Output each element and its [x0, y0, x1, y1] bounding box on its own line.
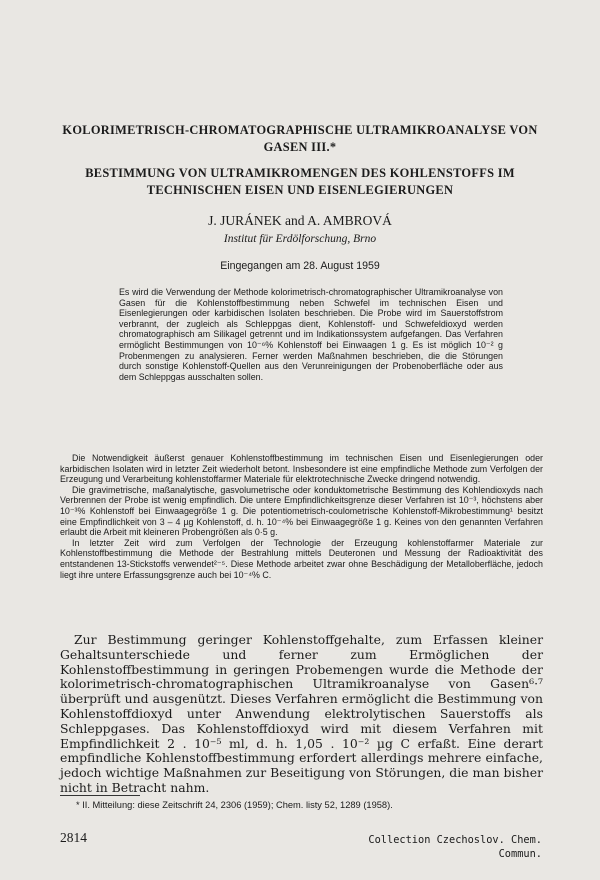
footnote: * II. Mitteilung: diese Zeitschrift 24, 2306 (1959); Chem. listy 52, 1289 (1958). [76, 800, 393, 810]
journal-name: Collection Czechoslov. Chem. Commun. [368, 834, 542, 860]
article-title-sub: BESTIMMUNG VON ULTRAMIKROMENGEN DES KOHLENSTOFFS IM TECHNISCHEN EISEN UND EISENLEGIERUNGEN [85, 166, 515, 197]
article-title-main: KOLORIMETRISCH-CHROMATOGRAPHISCHE ULTRAMIKROANALYSE VON GASEN III.* [62, 123, 538, 154]
authors: J. JURÁNEK and A. AMBROVÁ [208, 213, 392, 228]
introduction [60, 453, 543, 580]
main-text [60, 633, 543, 796]
main-paragraph: Zur Bestimmung geringer Kohlenstoffgehalte, zum Erfassen kleiner Gehaltsunterschiede und ferner zum Ermöglichen der Kohlenstoffbestimmung in geringen Probemengen wurde die Methode der kolorimetrisch-chromatographischen Ultramikroanalyse von Gasen⁶·⁷ überprüft und ausgenützt. Dieses Verfahren ermöglicht die Bestimmung von Kohlenstoffdioxyd unter Anwendung elektrolytischen Sauerstoffs als Schleppgases. Das Kohlenstoffdioxyd wird mit diesem Verfahren mit Empfindlichkeit 2 . 10⁻⁵ ml, d. h. 1,05 . 10⁻² µg C erfaßt. Eine derart empfindliche Kohlenstoffbestimmung erfordert allerdings mehrere einfache, jedoch wichtige Maßnahmen zur Beseitigung von Störungen, die man bisher nicht in Betracht nahm. [60, 632, 543, 795]
intro-paragraph-2: Die gravimetrische, maßanalytische, gasvolumetrische oder konduktometrische Bestimmung des Kohlendioxyds nach Verbrennen der Probe ist wenig empfindlich. Die untere Empfindlichkeitsgrenze dieser Verfahren ist 10⁻³, höchstens aber 10⁻³% Kohlenstoff bei Einwaagegröße 1 g. Die potentiometrisch-coulometrische Kohlenstoff-Mikrobestimmung¹ besitzt eine Empfindlichkeit von 3 – 4 µg Kohlenstoff, d. h. 10⁻⁴% bei Einwaagegröße 1 g. Keines von den genannten Verfahren erlaubt die Arbeit mit kleineren Probengrößen als 0·5 g. [60, 484, 543, 538]
received-date: Eingegangen am 28. August 1959 [220, 260, 380, 272]
institute: Institut für Erdölforschung, Brno [223, 233, 377, 245]
page-number: 2814 [60, 830, 87, 845]
footnote-divider [60, 795, 140, 796]
abstract: Es wird die Verwendung der Methode kolorimetrisch-chromatographischer Ultramikroanalyse von Gasen für die Kohlenstoffbestimmung neben Schwefel im technischen Eisen und Eisenlegierungen oder karbidischen Isolaten beschrieben. Die Probe wird im Sauerstoffstrom verbrannt, der zugleich als Schleppgas dient, Kohlenstoff- und Schwefeldioxyd werden chromatographisch am Silikagel getrennt und im Indikationssystem aufgefangen. Das Verfahren ermöglicht Bestimmungen von 10⁻⁶% Kohlenstoff bei Einwaagen 1 g. Es ist möglich 10⁻² g Probenmengen zu analysieren. Ferner werden Maßnahmen beschrieben, die die Störungen durch sonstige Kohlenstoff-Quellen aus den Verunreinigungen der Probenoberfläche oder aus dem Schleppgas ausschalten sollen. [119, 287, 503, 382]
intro-paragraph-1: Die Notwendigkeit äußerst genauer Kohlenstoffbestimmung im technischen Eisen und Eisenlegierungen oder karbidischen Isolaten wird in letzter Zeit wiederholt betont. Insbesondere ist eine empfindliche Methode zum Verfolgen der Erzeugung und Verarbeitung kohlenstoffarmer Materiale für elektrotechnische Zwecke dringend notwendig. [60, 453, 543, 485]
intro-paragraph-3: In letzter Zeit wird zum Verfolgen der Technologie der Erzeugung kohlenstoffarmer Materiale zur Kohlenstoffbestimmung die Methode der Bestrahlung mittels Deuteronen und Messung der Radioaktivität des entstandenen 13-Stickstoffs verwendet²⁻⁵. Diese Methode arbeitet zwar ohne Beschädigung der Metalloberfläche, jedoch liegt ihre untere Erfassungsgrenze auch bei 10⁻⁴% C. [60, 537, 543, 580]
